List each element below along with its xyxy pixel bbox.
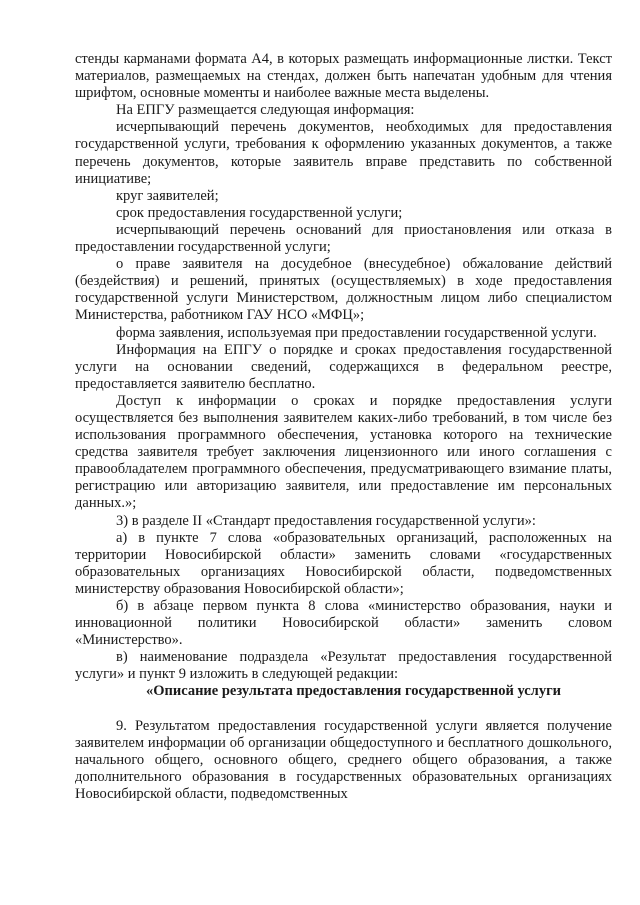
paragraph: На ЕПГУ размещается следующая информация: [116, 102, 415, 119]
paragraph: а) в пункте 7 слова «образовательных организаций, расположенных на территории Новосибирской области» заменить словами «государственных образовательных организациях Новосибирской области, подведомственных министерству образования Новосибирской области»; [75, 529, 612, 597]
paragraph: б) в абзаце первом пункта 8 слова «министерство образования, науки и инновационной политики Новосибирской области» заменить словом «Министерство». [75, 598, 612, 649]
section-heading: «Описание результата предоставления государственной услуги [145, 683, 562, 700]
paragraph: стенды карманами формата А4, в которых размещать информационные листки. Текст материалов, размещаемых на стендах, должен быть напечатан удобным для чтения шрифтом, основные моменты и наиболее важные места выделены. [75, 51, 612, 102]
paragraph-item-9: 9. Результатом предоставления государственной услуги является получение заявителем информации об организации общедоступного и бесплатного дошкольного, начального общего, основного общего, среднего общего образования, а также дополнительного образования в государственных образовательных организациях Новосибирской области, подведомственных [75, 717, 612, 802]
paragraph: исчерпывающий перечень оснований для приостановления или отказа в предоставлении государственной услуги; [75, 221, 612, 256]
paragraph: Доступ к информации о сроках и порядке предоставления услуги осуществляется без выполнения заявителем каких-либо требований, в том числе без использования программного обеспечения, установка которого на технические средства заявителя требует заключения лицензионного или иного соглашения с правообладателем программного обеспечения, предусматривающего взимание платы, регистрацию или авторизацию заявителя, или предоставление им персональных данных.»; [75, 392, 612, 512]
paragraph: исчерпывающий перечень документов, необходимых для предоставления государственной услуги, требования к оформлению указанных документов, а также перечень документов, которые заявитель вправе представить по собственной инициативе; [75, 119, 612, 187]
paragraph: форма заявления, используемая при предоставлении государственной услуги. [116, 324, 597, 341]
paragraph: срок предоставления государственной услуги; [116, 204, 403, 221]
paragraph: 3) в разделе II «Стандарт предоставления государственной услуги»: [116, 512, 536, 529]
paragraph: в) наименование подраздела «Результат предоставления государственной услуги» и пункт 9 изложить в следующей редакции: [75, 649, 612, 683]
document-body [75, 51, 612, 803]
blank-line [75, 701, 612, 718]
paragraph: круг заявителей; [116, 187, 219, 204]
paragraph: Информация на ЕПГУ о порядке и сроках предоставления государственной услуги на основании сведений, содержащихся в федеральном реестре, предоставляется заявителю бесплатно. [75, 341, 612, 392]
paragraph: о праве заявителя на досудебное (внесудебное) обжалование действий (бездействия) и решений, принятых (осуществляемых) в ходе предоставления государственной услуги Министерством, должностным лицом либо специалистом Министерства, работником ГАУ НСО «МФЦ»; [75, 256, 612, 324]
paragraph-list [75, 51, 612, 683]
